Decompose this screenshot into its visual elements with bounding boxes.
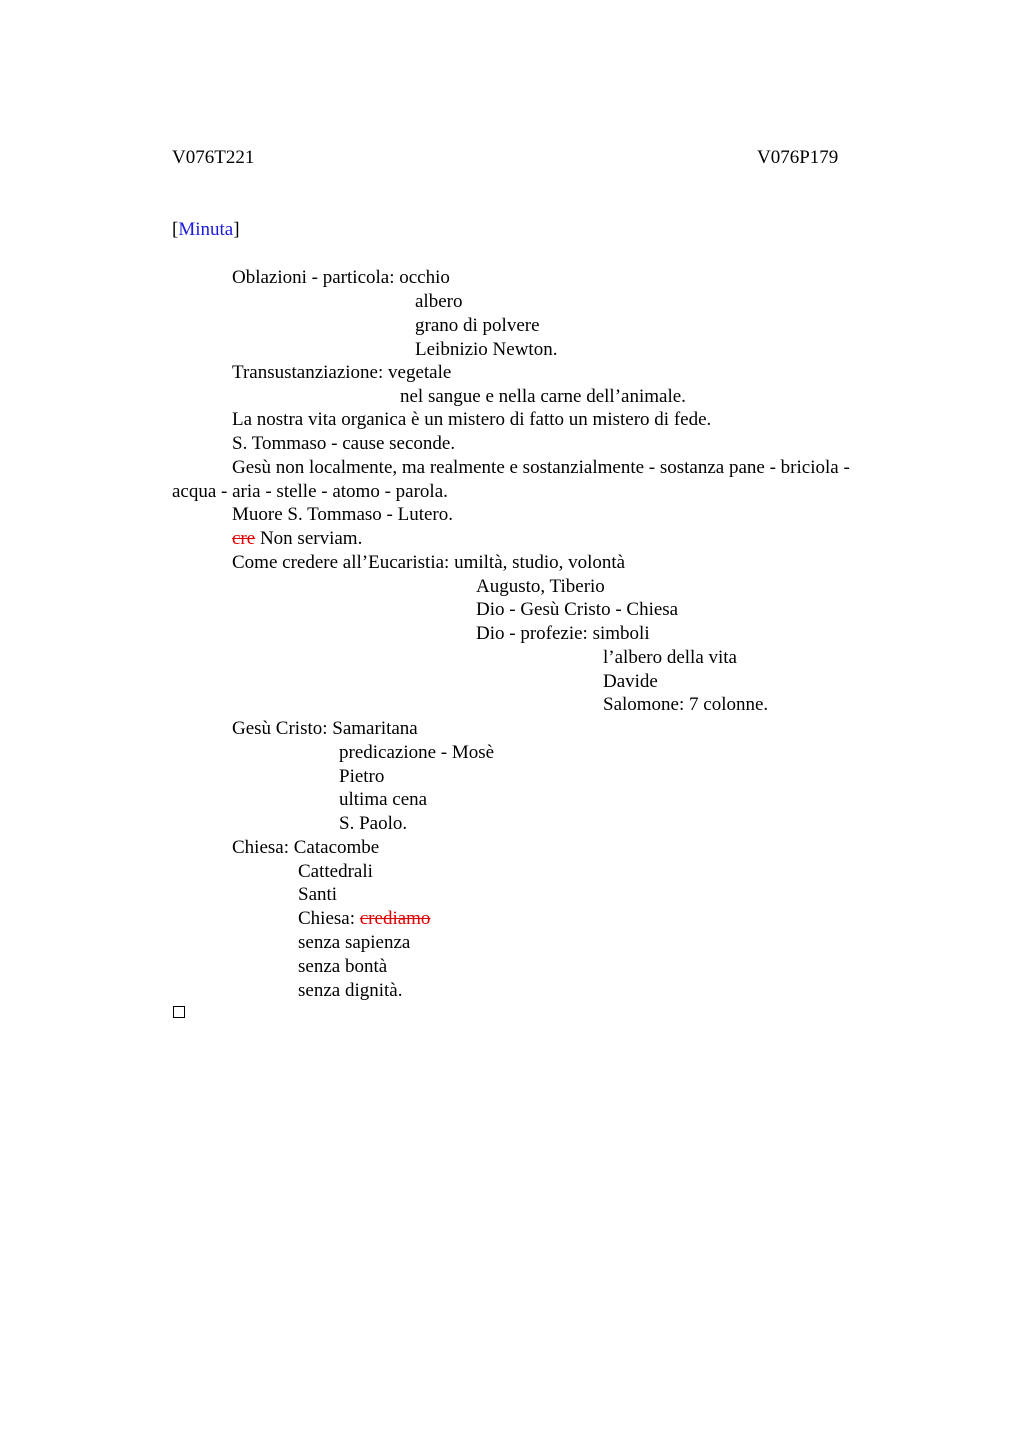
chiesa-item: Cattedrali [298,861,373,882]
deleted-text: crediamo [359,908,431,929]
bracket-close: ] [233,219,240,240]
oblazioni-item: grano di polvere [415,315,540,336]
oblazioni-line [232,266,450,290]
chiesa-item: Catacombe [293,837,380,858]
vita-line: La nostra vita organica è un mistero di fatto un mistero di fede. [232,409,712,430]
eucaristia-item: Dio - Gesù Cristo - Chiesa [476,599,679,620]
gesu-cristo-item: predicazione - Mosè [339,742,495,763]
chiesa-item: Santi [298,884,338,905]
chiesa-tail-item: senza sapienza [298,932,411,953]
gesu-cristo-item: Samaritana [332,718,418,739]
gesu-paragraph-line-1: Gesù non localmente, ma realmente e sostanzialmente - sostanza pane - briciola - [232,457,850,478]
chiesa-line [232,836,379,860]
profezie-item: l’albero della vita [603,647,737,668]
transustanziazione-item: nel sangue e nella carne dell’animale. [400,386,686,407]
gesu-cristo-item: ultima cena [339,789,428,810]
transustanziazione-line [232,361,451,385]
chiesa-tail-item: senza bontà [298,956,388,977]
profezie-line [476,622,650,646]
eucaristia-item: Augusto, Tiberio [476,576,605,597]
eucaristia-item: umiltà, studio, volontà [454,552,626,573]
profezie-item: simboli [592,623,650,644]
deleted-text: cre [232,528,256,549]
profezie-item: Davide [603,671,658,692]
transustanziazione-label: Transustanziazione: [232,362,389,383]
profezie-item: Salomone: 7 colonne. [603,694,769,715]
chiesa-sub-line [298,907,430,931]
gesu-cristo-line [232,717,418,741]
gesu-cristo-item: Pietro [339,766,385,787]
serviam-text: Non serviam. [255,528,363,549]
bracket-open: [ [172,219,179,240]
gesu-cristo-item: S. Paolo. [339,813,408,834]
gesu-paragraph-line-2: acqua - aria - stelle - atomo - parola. [172,481,448,502]
minuta-heading [172,218,240,242]
transustanziazione-item: vegetale [388,362,452,383]
document-code-left: V076T221 [172,147,255,168]
gesu-cristo-label: Gesù Cristo: [232,718,333,739]
muore-line: Muore S. Tommaso - Lutero. [232,504,454,525]
serviam-line [232,527,362,551]
eucaristia-label: Come credere all’Eucaristia: [232,552,455,573]
oblazioni-label: Oblazioni - particola: [232,267,400,288]
oblazioni-item: albero [415,291,463,312]
chiesa-label: Chiesa: [232,837,294,858]
oblazioni-item: Leibnizio Newton. [415,339,558,360]
profezie-label: Dio - profezie: [476,623,593,644]
end-square-icon [173,1006,185,1018]
eucaristia-line [232,551,625,575]
document-code-right: V076P179 [757,147,839,168]
tommaso-line: S. Tommaso - cause seconde. [232,433,456,454]
chiesa-tail-item: senza dignità. [298,980,403,1001]
chiesa-sub-label: Chiesa: [298,908,360,929]
oblazioni-item: occhio [399,267,450,288]
minuta-link[interactable]: Minuta [178,219,234,240]
